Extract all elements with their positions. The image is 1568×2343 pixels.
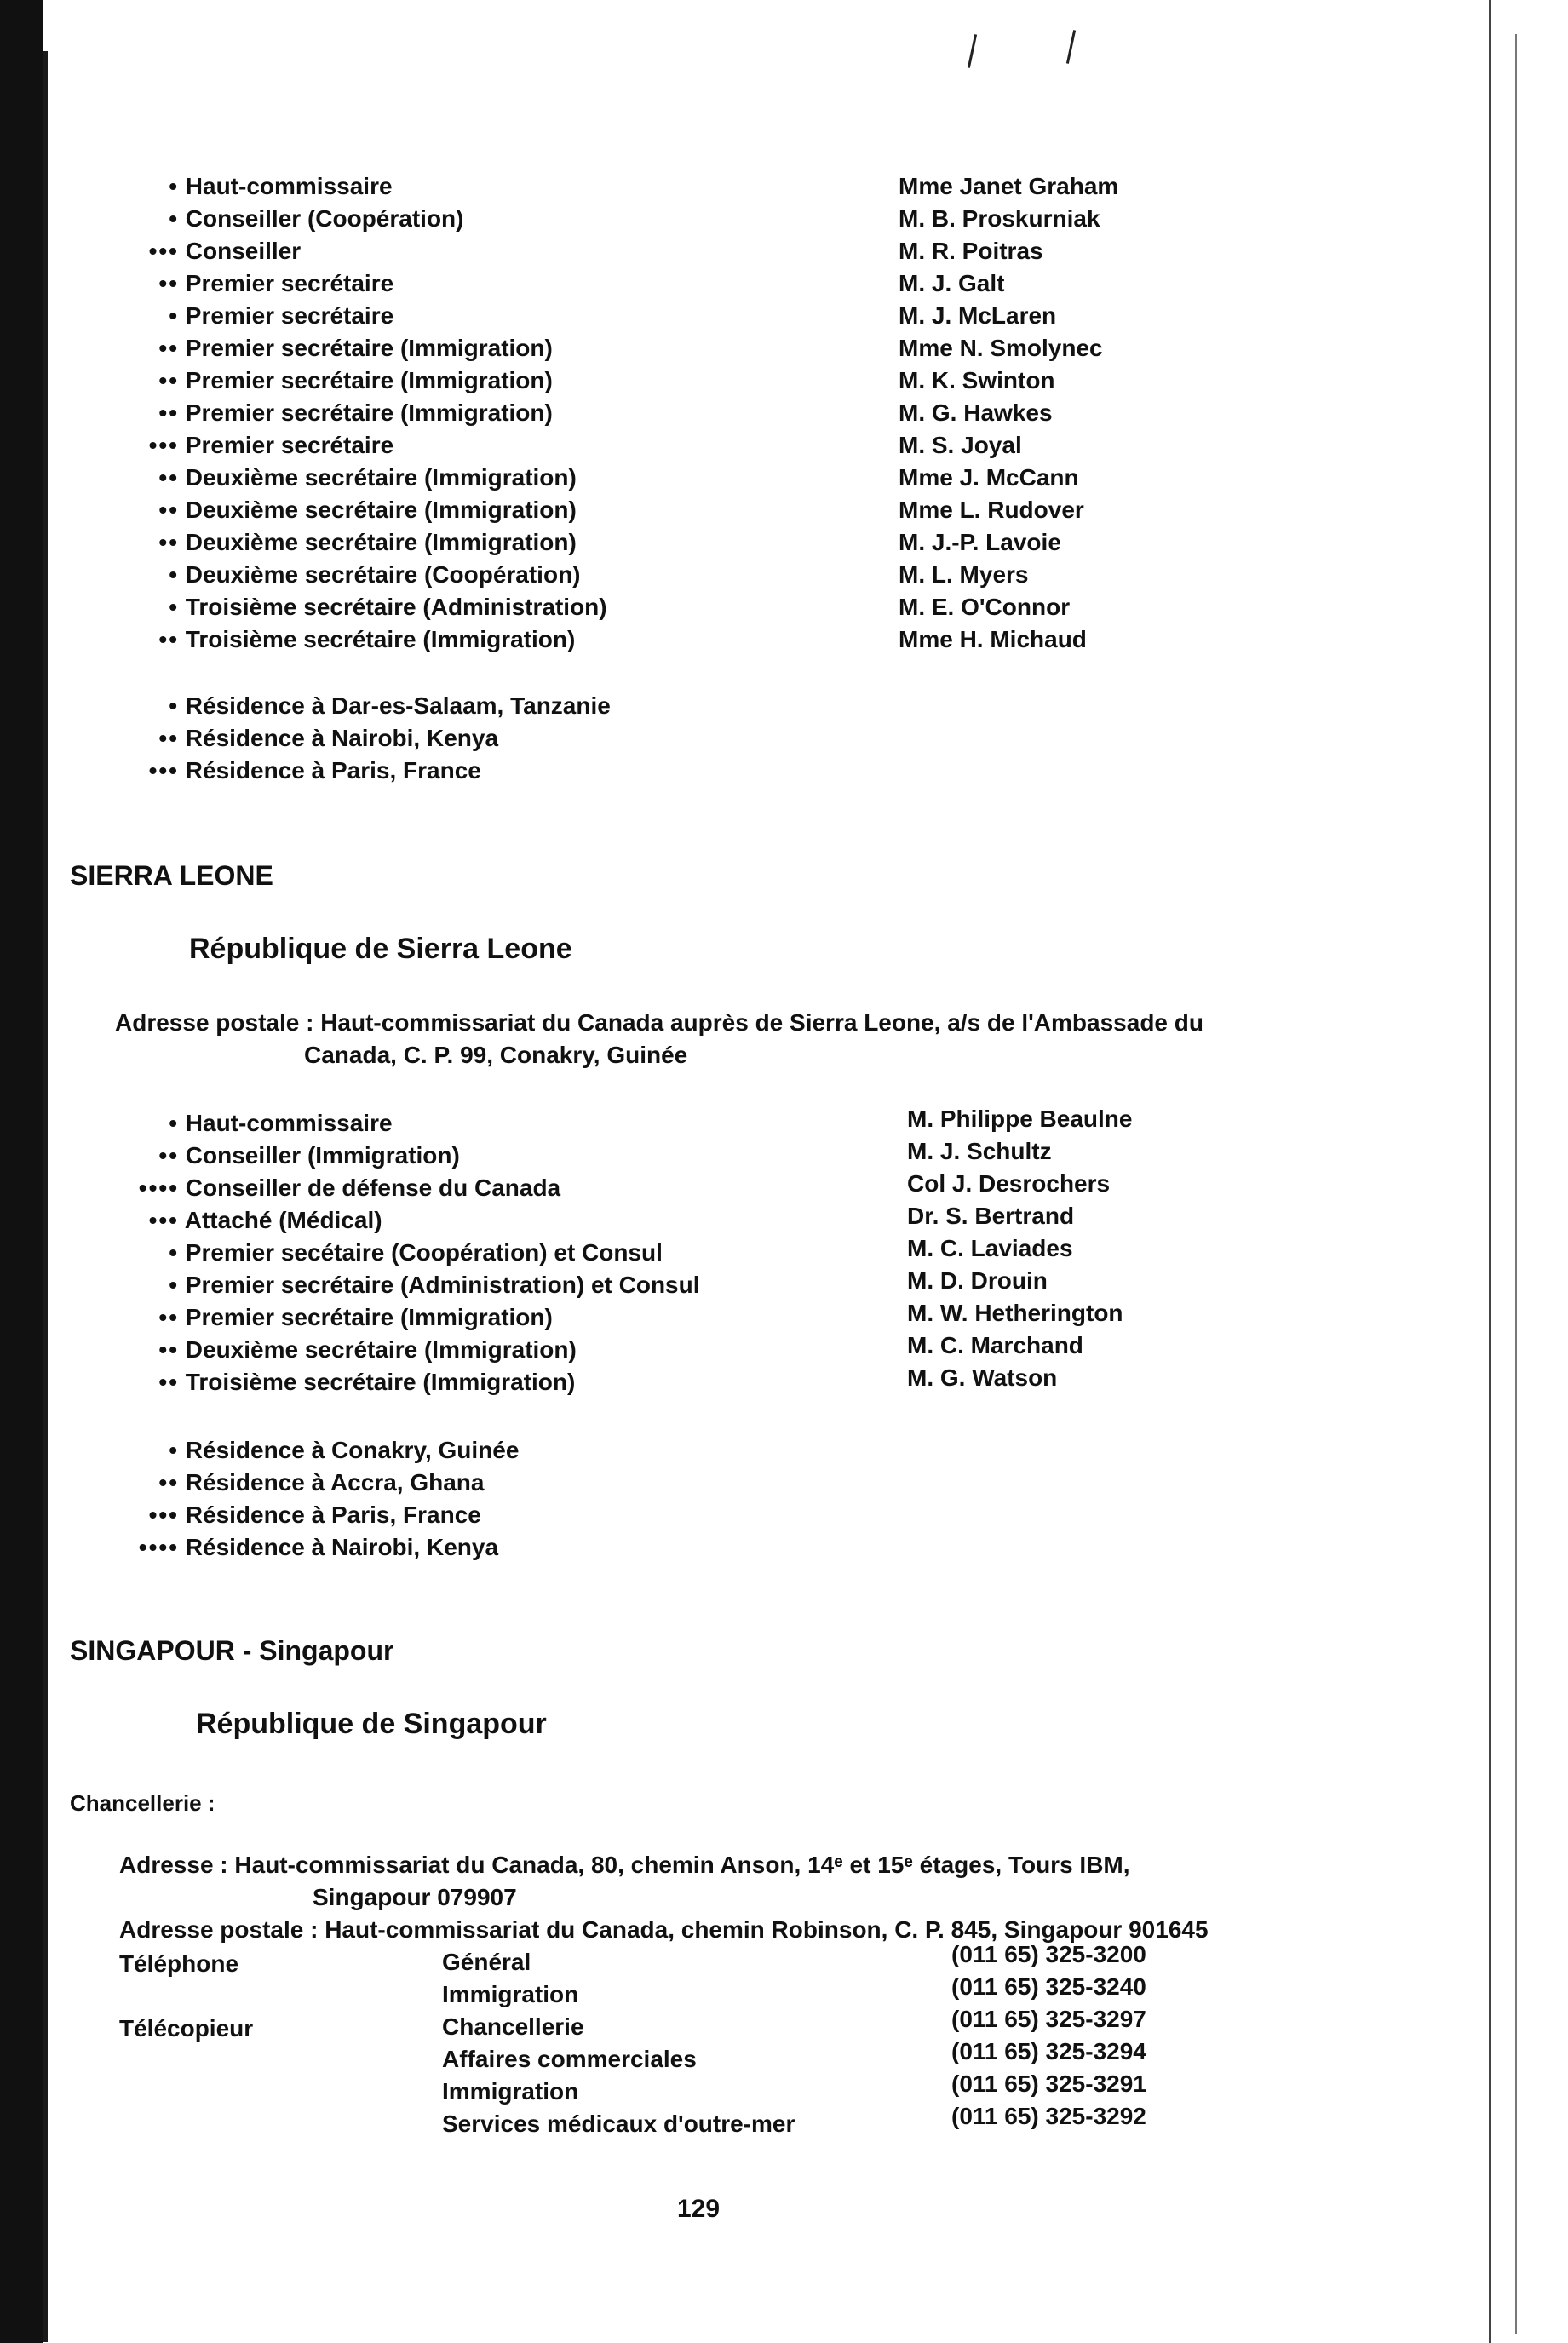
staff-name: Mme H. Michaud xyxy=(899,626,1087,652)
staff-marker: • xyxy=(169,1239,179,1266)
staff-name: M. S. Joyal xyxy=(899,432,1022,458)
staff-marker: •• xyxy=(158,1304,179,1330)
staff-row xyxy=(111,170,393,203)
staff-name: M. Philippe Beaulne xyxy=(907,1105,1133,1132)
staff-title: Conseiller (Coopération) xyxy=(185,205,464,232)
staff-title: Deuxième secrétaire (Immigration) xyxy=(185,1336,577,1363)
staff-title: Deuxième secrétaire (Coopération) xyxy=(185,561,581,588)
postal-line2: Canada, C. P. 99, Conakry, Guinée xyxy=(304,1042,688,1068)
staff-row xyxy=(111,267,393,300)
staff-row xyxy=(111,559,581,591)
staff-title: Deuxième secrétaire (Immigration) xyxy=(185,529,577,555)
staff-row xyxy=(111,462,577,494)
staff-title: Attaché (Médical) xyxy=(184,1207,382,1233)
staff-marker: •• xyxy=(158,1369,179,1395)
contact-service: Affaires commerciales xyxy=(442,2046,697,2072)
staff-row xyxy=(111,365,553,397)
staff-title: Premier secrétaire xyxy=(185,270,394,296)
contact-type: Télécopieur xyxy=(119,2015,254,2042)
residence-marker: •••• xyxy=(138,1534,179,1560)
staff-title: Deuxième secrétaire (Immigration) xyxy=(185,497,577,523)
scan-right-edge-shadow xyxy=(1515,34,1517,2334)
residence-text: Résidence à Paris, France xyxy=(185,1502,481,1528)
contact-service: Chancellerie xyxy=(442,2013,584,2040)
staff-title: Premier secrétaire (Immigration) xyxy=(185,1304,553,1330)
contact-service: Services médicaux d'outre-mer xyxy=(442,2110,795,2137)
contact-number: (011 65) 325-3292 xyxy=(951,2103,1146,2129)
postal-label: Adresse postale : xyxy=(119,1916,319,1943)
staff-row xyxy=(115,1204,382,1237)
staff-title: Premier secrétaire (Immigration) xyxy=(185,367,553,393)
postal-address-sierra-leone xyxy=(115,1009,1203,1037)
contact-service: Immigration xyxy=(442,1981,579,2007)
staff-marker: •• xyxy=(158,626,179,652)
staff-title: Troisième secrétaire (Immigration) xyxy=(185,1369,576,1395)
contact-number: (011 65) 325-3240 xyxy=(951,1973,1146,2000)
contact-number: (011 65) 325-3291 xyxy=(951,2070,1146,2097)
staff-name: Mme N. Smolynec xyxy=(899,335,1103,361)
staff-marker: ••• xyxy=(148,432,179,458)
staff-name: Col J. Desrochers xyxy=(907,1170,1111,1197)
staff-name: M. R. Poitras xyxy=(899,238,1043,264)
staff-marker: • xyxy=(169,302,179,329)
contact-service: Immigration xyxy=(442,2078,579,2105)
staff-marker: • xyxy=(169,205,179,232)
staff-title: Conseiller xyxy=(185,238,302,264)
staff-name: M. B. Proskurniak xyxy=(899,205,1100,232)
staff-row xyxy=(115,1301,553,1334)
official-name-singapour: République de Singapour xyxy=(196,1708,547,1740)
staff-name: Mme L. Rudover xyxy=(899,497,1084,523)
staff-marker: •• xyxy=(158,270,179,296)
scan-mark xyxy=(1066,30,1076,64)
residence-item xyxy=(115,1434,519,1467)
staff-marker: •• xyxy=(158,335,179,361)
staff-name: M. G. Hawkes xyxy=(899,399,1053,426)
staff-row xyxy=(115,1172,560,1204)
staff-name: M. C. Laviades xyxy=(907,1235,1073,1261)
residence-marker: ••• xyxy=(148,757,179,784)
staff-marker: •• xyxy=(158,1336,179,1363)
address-line2: Singapour 079907 xyxy=(313,1884,517,1910)
residence-marker: ••• xyxy=(148,1502,179,1528)
staff-row xyxy=(115,1334,577,1366)
staff-name: M. D. Drouin xyxy=(907,1267,1048,1294)
residence-text: Résidence à Conakry, Guinée xyxy=(185,1437,520,1463)
staff-name: M. G. Watson xyxy=(907,1364,1058,1391)
staff-title: Haut-commissaire xyxy=(185,1110,393,1136)
staff-row xyxy=(115,1107,393,1140)
contact-type: Téléphone xyxy=(119,1950,239,1977)
staff-marker: • xyxy=(169,1272,179,1298)
residence-item xyxy=(111,722,498,755)
country-heading-singapour: SINGAPOUR - Singapour xyxy=(70,1635,394,1666)
contact-number: (011 65) 325-3297 xyxy=(951,2006,1146,2032)
staff-name: M. J. Galt xyxy=(899,270,1005,296)
residence-text: Résidence à Nairobi, Kenya xyxy=(185,725,499,751)
staff-row xyxy=(115,1140,460,1172)
residence-text: Résidence à Paris, France xyxy=(185,757,481,784)
staff-marker: •• xyxy=(158,399,179,426)
staff-row xyxy=(115,1237,663,1269)
staff-marker: •• xyxy=(158,497,179,523)
staff-title: Conseiller de défense du Canada xyxy=(185,1174,561,1201)
scan-binding-shadow xyxy=(43,51,48,2342)
staff-row xyxy=(111,429,393,462)
residence-text: Résidence à Accra, Ghana xyxy=(185,1469,485,1496)
staff-title: Conseiller (Immigration) xyxy=(185,1142,460,1169)
staff-name: M. K. Swinton xyxy=(899,367,1055,393)
staff-title: Premier secrétaire xyxy=(185,432,394,458)
staff-title: Deuxième secrétaire (Immigration) xyxy=(185,464,577,491)
staff-marker: • xyxy=(169,173,179,199)
staff-marker: • xyxy=(169,1110,179,1136)
staff-name: M. E. O'Connor xyxy=(899,594,1071,620)
contact-service: Général xyxy=(442,1949,531,1975)
staff-name: M. J.-P. Lavoie xyxy=(899,529,1061,555)
residence-marker: • xyxy=(169,1437,179,1463)
staff-marker: • xyxy=(169,594,179,620)
staff-row xyxy=(111,332,553,365)
staff-row xyxy=(111,591,607,623)
staff-name: Dr. S. Bertrand xyxy=(907,1203,1075,1229)
residence-marker: •• xyxy=(158,725,179,751)
staff-row xyxy=(115,1366,575,1398)
postal-line1: Haut-commissariat du Canada auprès de Sierra Leone, a/s de l'Ambassade du xyxy=(320,1009,1203,1036)
staff-title: Premier secrétaire (Immigration) xyxy=(185,335,553,361)
staff-title: Premier secétaire (Coopération) et Consul xyxy=(185,1239,663,1266)
residence-marker: •• xyxy=(158,1469,179,1496)
postal-label: Adresse postale : xyxy=(115,1009,314,1036)
staff-marker: •• xyxy=(158,529,179,555)
staff-name: Mme J. McCann xyxy=(899,464,1079,491)
staff-marker: •• xyxy=(158,367,179,393)
scan-binding-edge xyxy=(0,0,43,2343)
staff-marker: •••• xyxy=(138,1174,179,1201)
official-name-sierra-leone: République de Sierra Leone xyxy=(189,933,572,965)
staff-row xyxy=(111,203,463,235)
staff-marker: • xyxy=(169,561,179,588)
staff-title: Troisième secrétaire (Administration) xyxy=(185,594,607,620)
staff-row xyxy=(115,1269,700,1301)
staff-name: M. J. Schultz xyxy=(907,1138,1052,1164)
staff-marker: ••• xyxy=(148,238,179,264)
staff-row xyxy=(111,235,301,267)
staff-name: M. L. Myers xyxy=(899,561,1029,588)
staff-name: M. C. Marchand xyxy=(907,1332,1083,1358)
residence-item xyxy=(115,1467,484,1499)
staff-title: Troisième secrétaire (Immigration) xyxy=(185,626,576,652)
staff-row xyxy=(111,526,577,559)
address-line1: Haut-commissariat du Canada, 80, chemin Anson, 14ᵉ et 15ᵉ étages, Tours IBM, xyxy=(234,1852,1130,1878)
staff-title: Premier secrétaire (Administration) et Consul xyxy=(185,1272,700,1298)
scan-mark xyxy=(968,34,977,68)
staff-marker: ••• xyxy=(148,1207,179,1233)
residence-item xyxy=(111,755,481,787)
residence-item xyxy=(111,690,611,722)
staff-row xyxy=(111,300,393,332)
staff-title: Premier secrétaire xyxy=(185,302,394,329)
scan-right-edge xyxy=(1489,0,1491,2343)
staff-name: M. J. McLaren xyxy=(899,302,1057,329)
staff-name: M. W. Hetherington xyxy=(907,1300,1123,1326)
address-label: Adresse : xyxy=(119,1852,228,1878)
postal-text: Haut-commissariat du Canada, chemin Robinson, C. P. 845, Singapour 901645 xyxy=(325,1916,1209,1943)
staff-marker: •• xyxy=(158,464,179,491)
staff-name: Mme Janet Graham xyxy=(899,173,1119,199)
staff-row xyxy=(111,494,577,526)
contact-number: (011 65) 325-3200 xyxy=(951,1941,1146,1967)
residence-item xyxy=(115,1531,498,1564)
address-singapour xyxy=(119,1852,1130,1879)
residence-item xyxy=(115,1499,481,1531)
page-number: 129 xyxy=(677,2195,721,2223)
staff-title: Haut-commissaire xyxy=(185,173,393,199)
staff-row xyxy=(111,397,553,429)
staff-row xyxy=(111,623,575,656)
residence-text: Résidence à Dar-es-Salaam, Tanzanie xyxy=(185,692,611,719)
staff-title: Premier secrétaire (Immigration) xyxy=(185,399,553,426)
residence-text: Résidence à Nairobi, Kenya xyxy=(185,1534,499,1560)
chancellerie-label: Chancellerie : xyxy=(70,1790,215,1816)
residence-marker: • xyxy=(169,692,179,719)
contact-number: (011 65) 325-3294 xyxy=(951,2038,1146,2064)
country-heading-sierra-leone: SIERRA LEONE xyxy=(70,860,273,891)
staff-marker: •• xyxy=(158,1142,179,1169)
